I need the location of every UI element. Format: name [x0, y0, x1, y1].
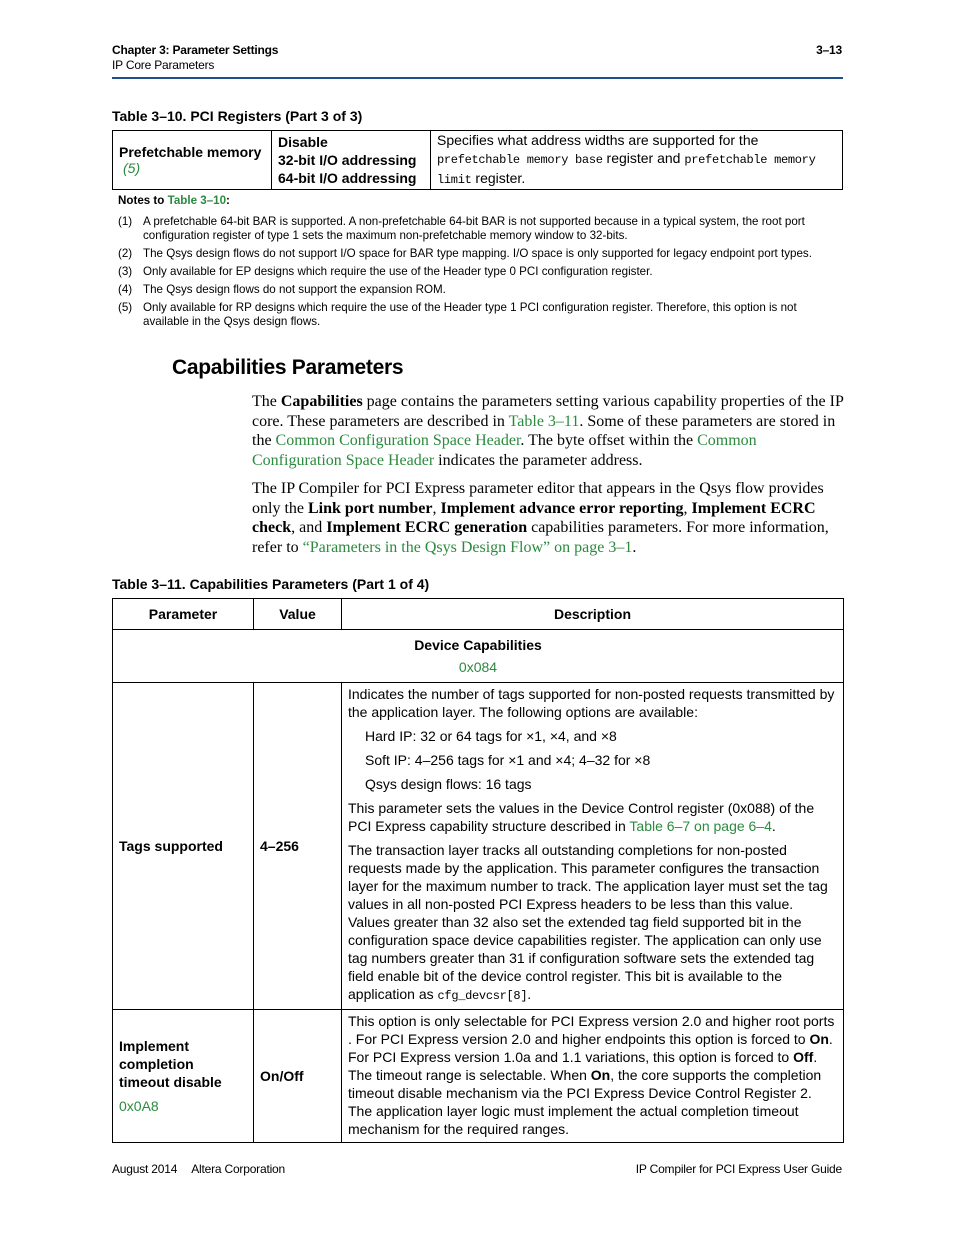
value-option: 64-bit I/O addressing: [278, 170, 417, 186]
note-item: (5) Only available for RP designs which require the use of the Header type 1 PCI configuration register. Therefore, this option is not available in the Qsys design flows.: [118, 301, 797, 328]
footer-left: [112, 1162, 285, 1176]
table-3-11-caption: Table 3–11. Capabilities Parameters (Part 1 of 4): [112, 576, 430, 592]
param-address-link[interactable]: 0x0A8: [119, 1098, 159, 1114]
column-header: Description: [342, 599, 844, 630]
value-cell: 4–256: [254, 683, 342, 1010]
table-row: [113, 131, 843, 190]
desc-paragraph: The transaction layer tracks all outstanding completions for non-posted requests made by the application. This parameter configures the transaction layer for the maximum number to track. The application layer must set the tag values in all non-posted PCI Express headers to be less than this value. Values greater than 32 also set the extended tag field supported bit in the configuration space device capabilities register. The application can only use tag numbers greater than 31 if configuration software sets the extended tag field enable bit of the device control register. This bit is available to the application as cfg_devcsr[8].: [348, 842, 828, 1003]
table-3-10-caption: Table 3–10. PCI Registers (Part 3 of 3): [112, 108, 363, 124]
footer-doc-title: IP Compiler for PCI Express User Guide: [635, 1162, 842, 1176]
config-header-link[interactable]: Common Configuration Space Header: [252, 432, 757, 469]
group-address-link[interactable]: 0x084: [458, 659, 498, 675]
description-cell: [431, 131, 843, 190]
value-option: Disable: [278, 134, 328, 150]
value-cell: On/Off: [254, 1010, 342, 1143]
notes-heading-link[interactable]: Table 3–10: [167, 194, 227, 207]
qsys-flow-link[interactable]: “Parameters in the Qsys Design Flow” on page 3–1: [302, 538, 633, 556]
group-title: Device Capabilities: [414, 637, 542, 653]
running-header-chapter: Chapter 3: Parameter Settings: [112, 43, 279, 57]
config-header-link[interactable]: Common Configuration Space Header: [275, 432, 521, 450]
param-name: Prefetchable memory: [119, 144, 262, 160]
note-item: (4) The Qsys design flows do not support the expansion ROM.: [118, 283, 446, 296]
desc-text: register.: [471, 170, 526, 186]
footer-company: Altera Corporation: [191, 1162, 285, 1176]
param-name: Implement completion timeout disable: [119, 1038, 222, 1090]
section-title: Capabilities Parameters: [172, 356, 404, 379]
header-rule: [112, 77, 843, 79]
table-row: [113, 1010, 844, 1143]
running-header-section: IP Core Parameters: [112, 58, 215, 72]
table-notes: [118, 194, 843, 333]
option-item: Soft IP: 4–256 tags for ×1 and ×4; 4–32 for ×8: [365, 752, 651, 768]
table-6-7-link[interactable]: Table 6–7 on page 6–4: [629, 818, 772, 834]
group-row: [113, 630, 844, 683]
body-paragraph: The Capabilities page contains the parameters setting various capability properties of the IP core. These parameters are described in Table 3–11. Some of these parameters are stored in the Common Configuration Space Header. The byte offset within the Common Configuration Space Header indicates the parameter address.: [252, 393, 844, 469]
param-cell: [113, 1010, 254, 1143]
param-cell: Tags supported: [113, 683, 254, 1010]
code-text: prefetchable memory base: [437, 153, 603, 167]
group-cell: [113, 630, 844, 683]
code-text: cfg_devcsr[8]: [437, 989, 528, 1003]
value-cell: [272, 131, 431, 190]
body-paragraph: The IP Compiler for PCI Express parameter editor that appears in the Qsys flow provides only the Link port number, Implement advance error reporting, Implement ECRC check, and Implement ECRC generation capabilities parameters. For more information, refer to “Parameters in the Qsys Design Flow” on page 3–1.: [252, 480, 829, 556]
note-item: (3) Only available for EP designs which require the use of the Header type 0 PCI configuration register.: [118, 265, 653, 278]
desc-text: Specifies what address widths are supported for the: [437, 132, 759, 148]
desc-paragraph: This parameter sets the values in the Device Control register (0x088) of the PCI Express capability structure described in Table 6–7 on page 6–4.: [348, 800, 815, 834]
description-cell: This option is only selectable for PCI Express version 2.0 and higher root ports . For PCI Express version 2.0 and higher endpoints this option is forced to On. For PCI Express version 1.0a and 1.1 variations, this option is forced to Off. The timeout range is selectable. When On, the core supports the completion timeout disable mechanism via the PCI Express Device Control Register 2. The application layer logic must implement the actual completion timeout mechanism for the required ranges.: [342, 1010, 844, 1143]
desc-paragraph: Indicates the number of tags supported for non-posted requests transmitted by the application layer. The following options are available:: [348, 686, 835, 720]
value-option: 32-bit I/O addressing: [278, 152, 417, 168]
param-cell: [113, 131, 272, 190]
column-header: Parameter: [113, 599, 254, 630]
param-note-link[interactable]: (5): [123, 160, 141, 176]
note-item: (1) A prefetchable 64-bit BAR is supported. A non-prefetchable 64-bit BAR is not supported because in a typical system, the root port configuration register of type 1 sets the maximum non-prefetchable memory window to 32-bits.: [118, 215, 805, 242]
notes-heading: Notes to Table 3–10:: [118, 194, 230, 207]
table-header-row: [113, 599, 844, 630]
code-text: prefetchable memory limit: [437, 153, 816, 187]
table-3-11: [112, 598, 844, 1143]
option-item: Hard IP: 32 or 64 tags for ×1, ×4, and ×8: [365, 728, 617, 744]
footer-date: August 2014: [112, 1162, 178, 1176]
column-header: Value: [254, 599, 342, 630]
option-item: Qsys design flows: 16 tags: [365, 776, 532, 792]
table-3-11-link[interactable]: Table 3–11: [508, 412, 580, 430]
table-row: [113, 683, 844, 1010]
description-cell: [342, 683, 844, 1010]
desc-text: register and: [602, 150, 685, 166]
table-3-10: [112, 130, 843, 190]
note-item: (2) The Qsys design flows do not support I/O space for BAR type mapping. I/O space is only supported for legacy endpoint port types.: [118, 247, 812, 260]
page-number: 3–13: [816, 43, 842, 57]
